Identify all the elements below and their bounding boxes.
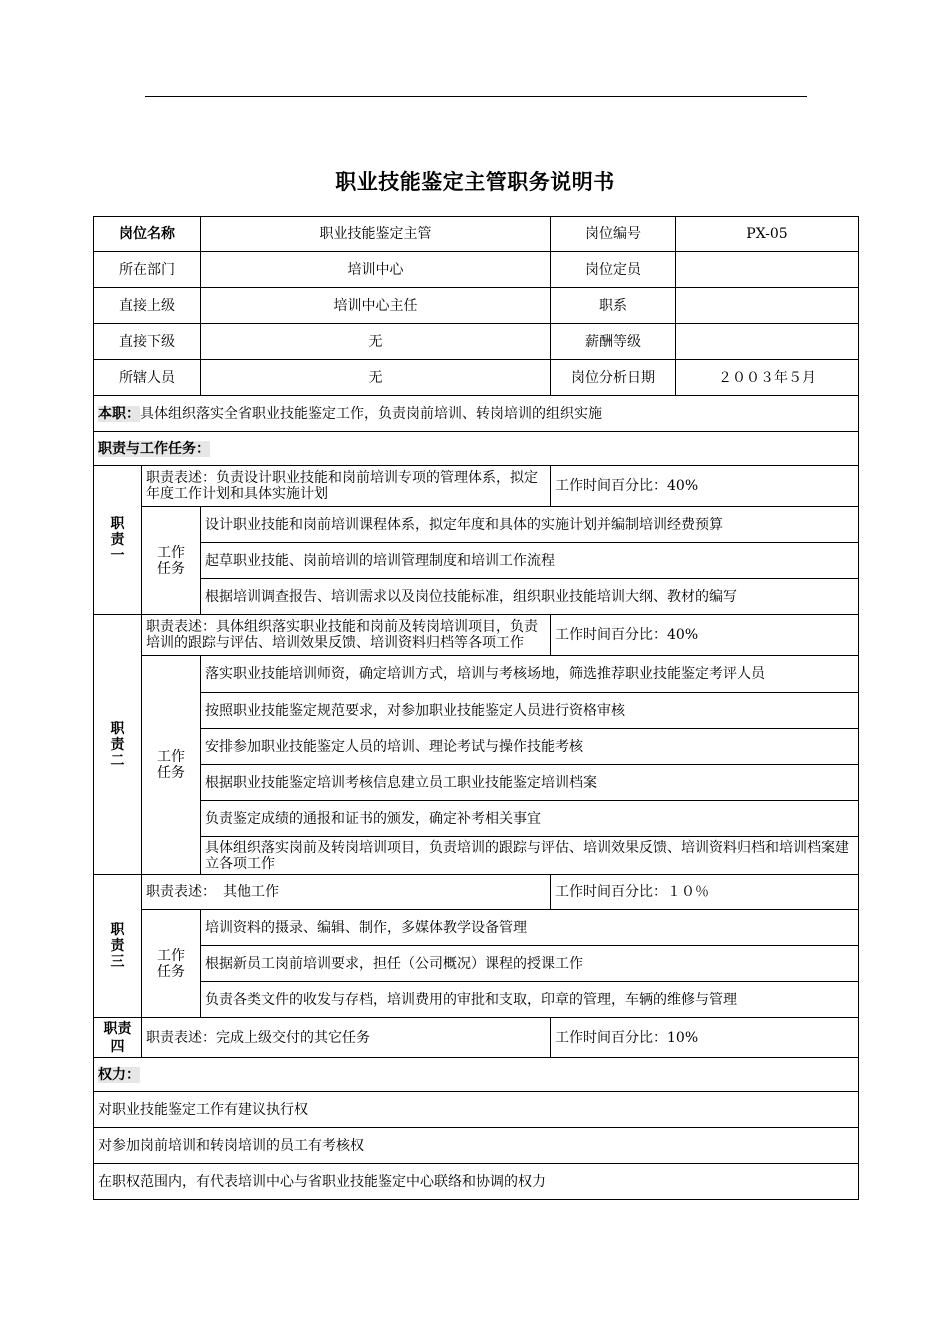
authority-row [94,1128,859,1164]
duty-3-task-label [142,910,201,1018]
superior-label: 直接上级 [94,288,201,324]
duty-4-row [94,1018,859,1058]
staff-value: 无 [201,360,551,396]
job-description-table [93,216,859,1200]
duty-3-desc: 职责表述： 其他工作 [142,875,551,910]
duty-2-label-text: 职 责 二 [110,720,125,769]
duty-2-task-6: 具体组织落实岗前及转岗培训项目，负责培训的跟踪与评估、培训效果反馈、培训资料归档和培训档案建立各项工作 [201,837,859,875]
series-value [676,288,859,324]
authority-row [94,1164,859,1200]
duty-2-task-label-text: 工作 任务 [157,749,185,781]
duty-4-label [94,1018,142,1058]
analysis-date-value: ２００３年５月 [676,360,859,396]
duty-1-task-3: 根据培训调查报告、培训需求以及岗位技能标准，组织职业技能培训大纲、教材的编写 [201,579,859,615]
duty-2-task-row [94,837,859,875]
duty-1-label [94,466,142,615]
duty-3-task-row [94,946,859,982]
duties-header-cell [94,432,859,466]
duty-3-task-3: 负责各类文件的收发与存档，培训费用的审批和支取，印章的管理，车辆的维修与管理 [201,982,859,1018]
subordinate-label: 直接下级 [94,324,201,360]
duty-1-task-2: 起草职业技能、岗前培训的培训管理制度和培训工作流程 [201,543,859,579]
authority-header-cell [94,1058,859,1092]
duty-1-desc: 职责表述：负责设计职业技能和岗前培训专项的管理体系，拟定年度工作计划和具体实施计划 [142,466,551,507]
duty-2-desc-row [94,615,859,656]
authority-row [94,1092,859,1128]
duty-3-pct: 工作时间百分比：１０％ [551,875,859,910]
duty-2-task-4: 根据职业技能鉴定培训考核信息建立员工职业技能鉴定培训档案 [201,765,859,801]
document-title: 职业技能鉴定主管职务说明书 [335,170,615,194]
headcount-value [676,252,859,288]
duty-3-task-label-text: 工作 任务 [157,947,185,980]
duty-2-desc: 职责表述：具体组织落实职业技能和岗前及转岗培训项目，负责培训的跟踪与评估、培训效果反馈、培训资料归档等各项工作 [142,615,551,656]
duty-2-task-row [94,729,859,765]
authority-header: 权力： [98,1066,140,1083]
row-dept [94,252,859,288]
main-duty-text: 具体组织落实全省职业技能鉴定工作，负责岗前培训、转岗培训的组织实施 [140,405,602,422]
duty-1-task-row [94,579,859,615]
duty-2-task-3: 安排参加职业技能鉴定人员的培训、理论考试与操作技能考核 [201,729,859,765]
top-rule [145,96,807,97]
headcount-label: 岗位定员 [551,252,676,288]
authority-item-3: 在职权范围内，有代表培训中心与省职业技能鉴定中心联络和协调的权力 [94,1164,859,1200]
duty-3-task-row [94,910,859,946]
dept-label: 所在部门 [94,252,201,288]
duty-1-pct: 工作时间百分比：40% [551,466,859,507]
duty-3-task-1: 培训资料的摄录、编辑、制作，多媒体教学设备管理 [201,910,859,946]
position-name-label: 岗位名称 [94,217,201,252]
subordinate-value: 无 [201,324,551,360]
duty-2-task-5: 负责鉴定成绩的通报和证书的颁发，确定补考相关事宜 [201,801,859,837]
staff-label: 所辖人员 [94,360,201,396]
duty-3-task-row [94,982,859,1018]
duty-3-label [94,875,142,1018]
salary-value [676,324,859,360]
duty-1-task-1: 设计职业技能和岗前培训课程体系，拟定年度和具体的实施计划并编制培训经费预算 [201,507,859,543]
duty-2-task-2: 按照职业技能鉴定规范要求，对参加职业技能鉴定人员进行资格审核 [201,693,859,729]
row-superior [94,288,859,324]
row-staff [94,360,859,396]
duty-1-desc-row [94,466,859,507]
duty-2-task-row [94,693,859,729]
duty-4-desc: 职责表述：完成上级交付的其它任务 [142,1018,551,1058]
duty-1-task-row [94,543,859,579]
duty-1-task-label-text: 工作 任务 [157,544,185,577]
authority-item-2: 对参加岗前培训和转岗培训的员工有考核权 [94,1128,859,1164]
row-position-name [94,217,859,252]
duty-4-pct: 工作时间百分比：10% [551,1018,859,1058]
duty-2-task-label [142,656,201,875]
row-duties-header [94,432,859,466]
duty-2-pct: 工作时间百分比：40% [551,615,859,656]
main-duty-label: 本职： [98,405,140,422]
duty-1-task-label [142,507,201,615]
row-authority-header [94,1058,859,1092]
position-name-value: 职业技能鉴定主管 [201,217,551,252]
authority-item-1: 对职业技能鉴定工作有建议执行权 [94,1092,859,1128]
position-no-value: PX-05 [676,217,859,252]
dept-value: 培训中心 [201,252,551,288]
row-main-duty [94,396,859,432]
duty-2-task-1: 落实职业技能培训师资，确定培训方式，培训与考核场地，筛选推荐职业技能鉴定考评人员 [201,656,859,693]
position-no-label: 岗位编号 [551,217,676,252]
duties-header: 职责与工作任务： [98,440,210,457]
series-label: 职系 [551,288,676,324]
duty-3-label-text: 职 责 三 [110,922,125,970]
main-duty-cell [94,396,859,432]
duty-2-task-row [94,656,859,693]
superior-value: 培训中心主任 [201,288,551,324]
salary-label: 薪酬等级 [551,324,676,360]
analysis-date-label: 岗位分析日期 [551,360,676,396]
duty-1-task-row [94,507,859,543]
duty-2-task-row [94,765,859,801]
row-subordinate [94,324,859,360]
duty-3-task-2: 根据新员工岗前培训要求，担任（公司概况）课程的授课工作 [201,946,859,982]
duty-3-desc-row [94,875,859,910]
duty-2-task-row [94,801,859,837]
duty-1-label-text: 职 责 一 [110,516,125,564]
duty-2-label [94,615,142,875]
duty-4-label-text: 职责 四 [103,1020,132,1055]
